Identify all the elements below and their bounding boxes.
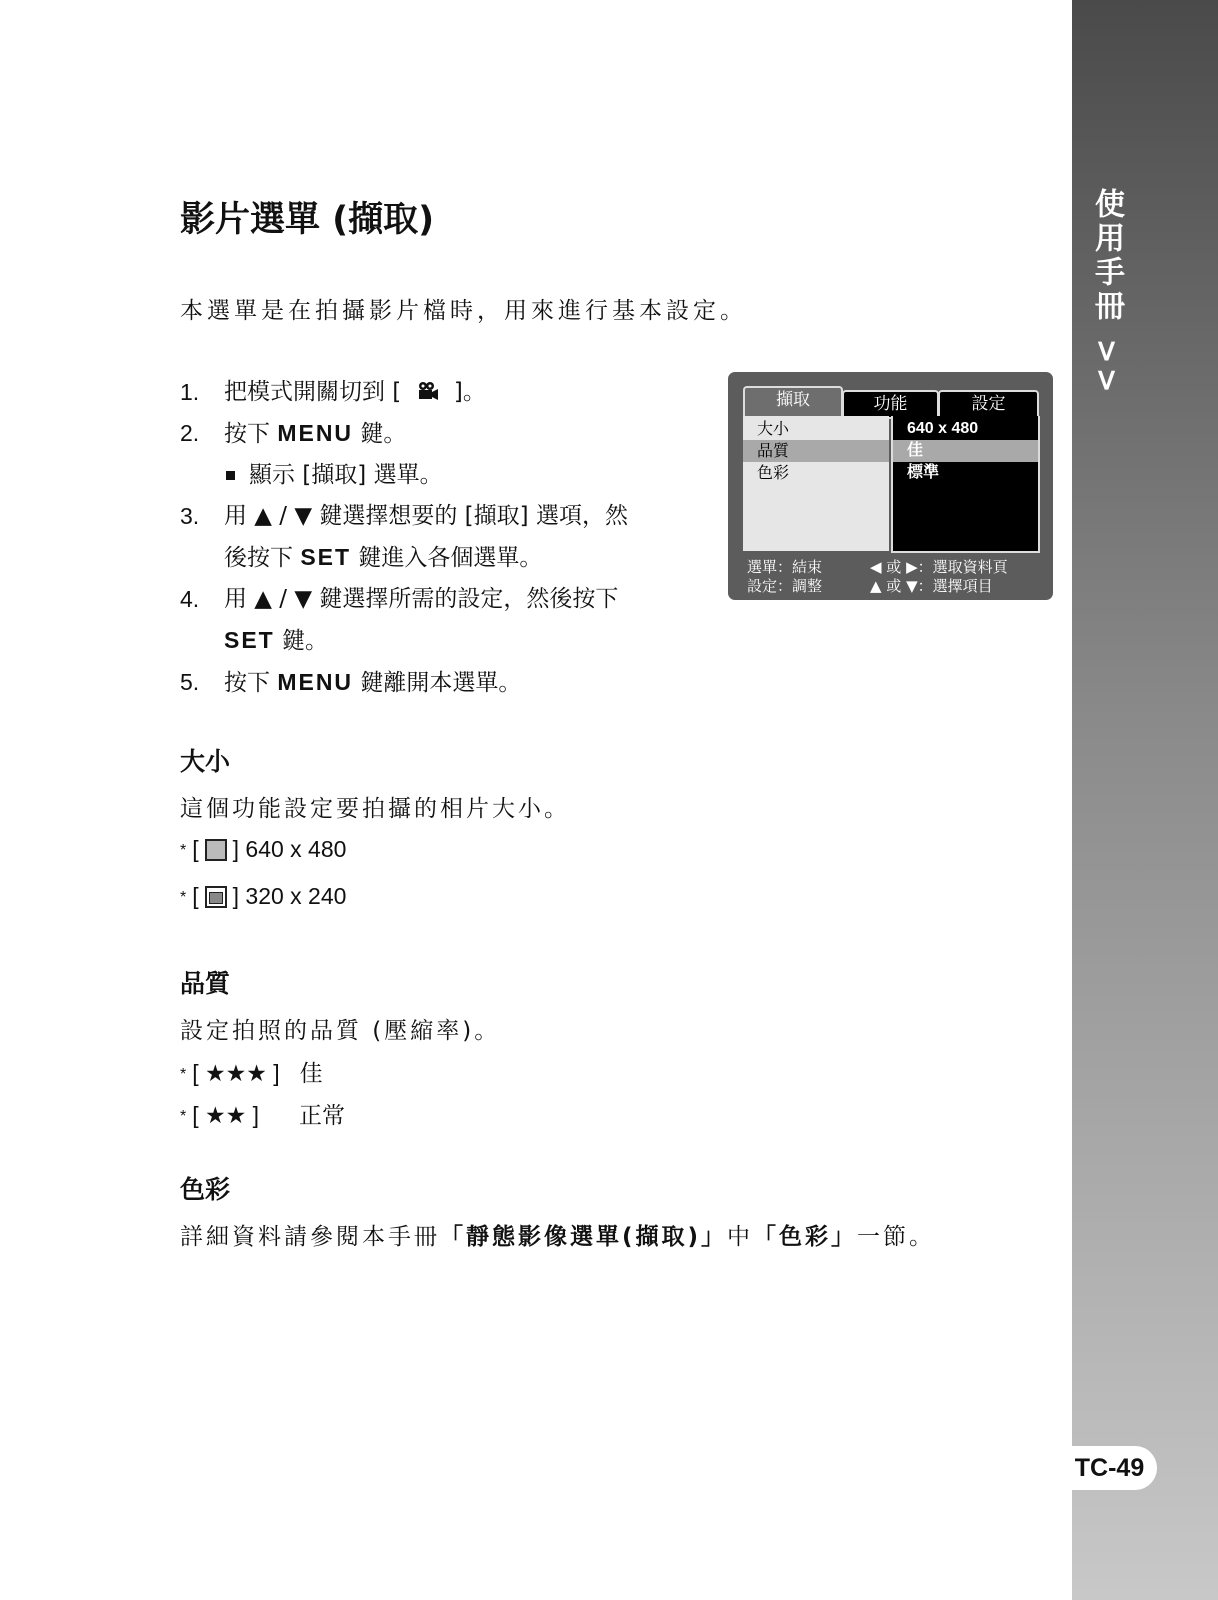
quality-option-normal	[180, 1097, 345, 1130]
set-key-label: SET	[300, 544, 352, 570]
lcd-item-color: 色彩	[757, 463, 790, 482]
color-description	[180, 1218, 935, 1251]
lcd-value-size: 640 x 480	[907, 420, 979, 437]
quality-heading: 品質	[180, 969, 231, 998]
step-4	[180, 579, 700, 620]
step-number: 3.	[180, 503, 200, 529]
option-label: 佳	[299, 1060, 323, 1086]
step-text: 按下	[224, 421, 278, 447]
desc-text: 詳細資料請參閱本手冊	[180, 1224, 440, 1250]
step-text: 鍵。	[274, 628, 329, 654]
lcd-item-list	[743, 416, 889, 551]
step-text: ]。	[453, 379, 486, 405]
step-text: 用 ▲ / ▼ 鍵選擇想要的 [擷取] 選項，然	[224, 503, 628, 529]
page-number: TC-49	[1062, 1446, 1157, 1490]
step-3	[180, 496, 700, 537]
quality-option-fine	[180, 1055, 323, 1088]
lcd-item-quality: 品質	[743, 440, 889, 462]
sidebar-title: 使用手冊 >>	[1089, 188, 1124, 397]
step-number: 1.	[180, 379, 200, 405]
star-rating: [ ★★ ]	[192, 1102, 260, 1128]
menu-key-label: MENU	[277, 669, 354, 695]
step-number: 2.	[180, 420, 200, 446]
intro-text: 本選單是在拍攝影片檔時，用來進行基本設定。	[180, 298, 747, 324]
step-4-cont	[180, 620, 700, 662]
desc-text: 一節。	[857, 1224, 936, 1250]
lcd-footer-left-right: ◀ 或 ▶：選取資料頁	[870, 558, 1008, 576]
reference-color: 「色彩」	[753, 1224, 858, 1250]
step-text: 鍵進入各個選單。	[351, 545, 543, 571]
lcd-value-color: 標準	[907, 464, 940, 481]
quality-description: 設定拍照的品質 (壓縮率)。	[180, 1018, 501, 1044]
asterisk: *	[180, 842, 187, 859]
reference-still-menu: 「靜態影像選單(擷取)」	[440, 1224, 728, 1250]
asterisk: *	[180, 1066, 187, 1083]
movie-camera-icon	[417, 381, 439, 401]
lcd-item-size: 大小	[757, 419, 790, 438]
option-label: ] 640 x 480	[232, 836, 347, 862]
page-title: 影片選單 (擷取)	[180, 200, 435, 240]
step-number: 4.	[180, 586, 200, 612]
step-number: 5.	[180, 669, 200, 695]
set-key-label: SET	[224, 627, 275, 653]
bullet-icon	[226, 471, 235, 480]
sub-text: 顯示 [擷取] 選單。	[249, 462, 443, 488]
color-heading: 色彩	[180, 1175, 231, 1204]
asterisk: *	[180, 889, 187, 906]
step-text: 按下	[224, 670, 278, 696]
lcd-value-list	[891, 416, 1040, 553]
star-rating: [ ★★★ ]	[192, 1060, 280, 1086]
tab-capture: 擷取	[743, 386, 843, 418]
step-5	[180, 662, 700, 704]
lcd-value-quality: 佳	[893, 440, 1038, 462]
tab-setup: 設定	[938, 390, 1039, 419]
tab-function: 功能	[842, 390, 939, 419]
step-3-cont	[180, 537, 700, 579]
size-description: 這個功能設定要拍攝的相片大小。	[180, 796, 570, 822]
steps-list	[180, 372, 700, 704]
step-1	[180, 372, 700, 413]
lcd-menu-screen	[728, 372, 1053, 600]
size-small-icon	[205, 886, 227, 908]
option-label: 正常	[299, 1102, 346, 1128]
bracket: [	[192, 836, 199, 862]
step-text: 後按下	[224, 545, 301, 571]
step-text: 用 ▲ / ▼ 鍵選擇所需的設定，然後按下	[224, 586, 619, 612]
lcd-footer-up-down: ▲ 或 ▼：選擇項目	[870, 577, 993, 595]
step-2	[180, 413, 700, 455]
menu-key-label: MENU	[277, 420, 354, 446]
size-option-640	[180, 836, 346, 863]
step-2-sub	[180, 455, 700, 496]
desc-text: 中	[727, 1224, 754, 1250]
option-label: ] 320 x 240	[232, 883, 347, 909]
step-text: 鍵。	[353, 421, 407, 447]
step-text: 鍵離開本選單。	[353, 670, 522, 696]
size-large-icon	[205, 839, 227, 861]
asterisk: *	[180, 1108, 187, 1125]
size-heading: 大小	[180, 747, 231, 776]
step-text: 把模式開關切到 [	[224, 379, 402, 405]
lcd-footer-menu: 選單：結束	[747, 558, 823, 576]
lcd-footer-set: 設定：調整	[747, 577, 823, 595]
bracket: [	[192, 883, 199, 909]
size-option-320	[180, 883, 346, 910]
